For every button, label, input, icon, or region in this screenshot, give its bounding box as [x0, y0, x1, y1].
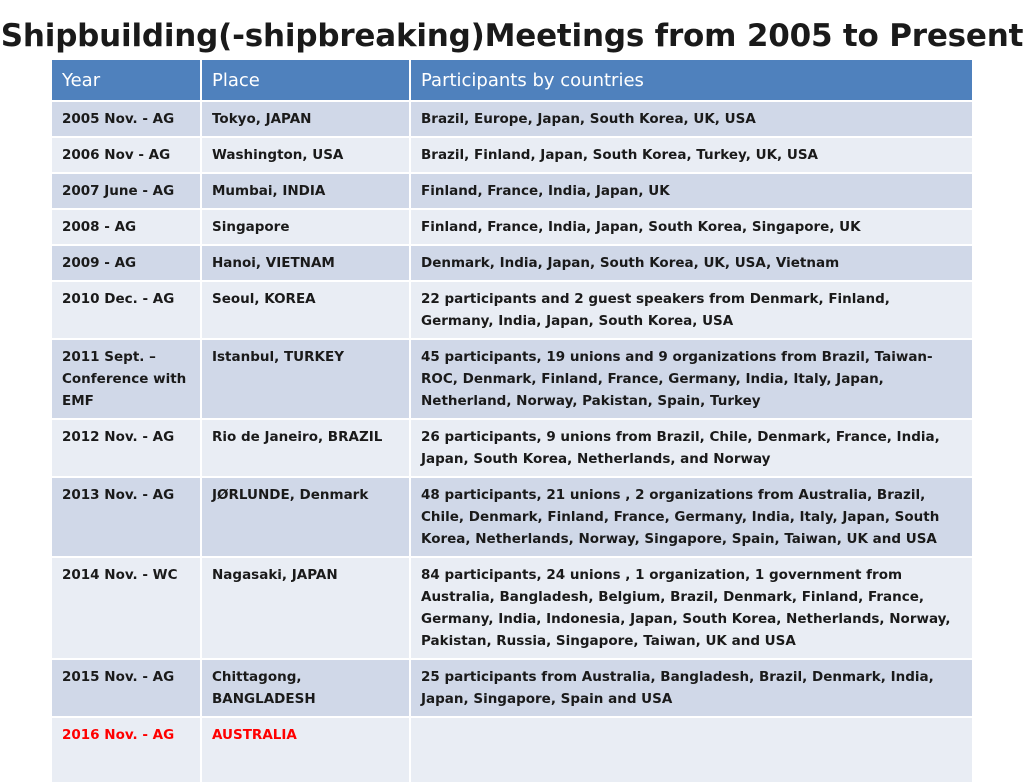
place-cell: Mumbai, INDIA [201, 173, 410, 209]
participants-cell: 26 participants, 9 unions from Brazil, Chile, Denmark, France, India, Japan, South Korea, Netherlands, and Norway [410, 419, 972, 477]
participants-cell: Finland, France, India, Japan, South Korea, Singapore, UK [410, 209, 972, 245]
year-cell: 2012 Nov. - AG [52, 419, 201, 477]
participants-cell: Finland, France, India, Japan, UK [410, 173, 972, 209]
table-row [52, 659, 972, 717]
year-cell: 2009 - AG [52, 245, 201, 281]
year-cell: 2014 Nov. - WC [52, 557, 201, 659]
place-cell: Hanoi, VIETNAM [201, 245, 410, 281]
table-row [52, 717, 972, 783]
year-cell: 2015 Nov. - AG [52, 659, 201, 717]
table-row [52, 137, 972, 173]
table-row [52, 477, 972, 557]
participants-cell: 48 participants, 21 unions , 2 organizations from Australia, Brazil, Chile, Denmark, Finland, France, Germany, India, Italy, Japan, South Korea, Netherlands, Norway, Singapore, Spain, Taiwan, UK and USA [410, 477, 972, 557]
place-cell: Washington, USA [201, 137, 410, 173]
place-cell: Nagasaki, JAPAN [201, 557, 410, 659]
participants-cell: Denmark, India, Japan, South Korea, UK, USA, Vietnam [410, 245, 972, 281]
table-row [52, 557, 972, 659]
year-cell: 2011 Sept. – Conference with EMF [52, 339, 201, 419]
table-header-row [52, 60, 972, 101]
meetings-table [52, 60, 972, 784]
table-row [52, 339, 972, 419]
year-cell: 2013 Nov. - AG [52, 477, 201, 557]
place-cell: Tokyo, JAPAN [201, 101, 410, 137]
participants-cell: 45 participants, 19 unions and 9 organizations from Brazil, Taiwan-ROC, Denmark, Finland, France, Germany, India, Italy, Japan, Netherland, Norway, Pakistan, Spain, Turkey [410, 339, 972, 419]
participants-cell: Brazil, Finland, Japan, South Korea, Turkey, UK, USA [410, 137, 972, 173]
year-cell: 2007 June - AG [52, 173, 201, 209]
place-cell: AUSTRALIA [201, 717, 410, 783]
header-place: Place [201, 60, 410, 101]
page-title: Shipbuilding(-shipbreaking)Meetings from 2005 to Present [0, 18, 1024, 54]
place-cell: Rio de Janeiro, BRAZIL [201, 419, 410, 477]
place-cell: Singapore [201, 209, 410, 245]
place-cell: Istanbul, TURKEY [201, 339, 410, 419]
table-row [52, 173, 972, 209]
participants-cell: 84 participants, 24 unions , 1 organization, 1 government from Australia, Bangladesh, Belgium, Brazil, Denmark, Finland, France, Germany, India, Indonesia, Japan, South Korea, Netherlands, Norway, Pakistan, Russia, Singapore, Taiwan, UK and USA [410, 557, 972, 659]
place-cell: Chittagong, BANGLADESH [201, 659, 410, 717]
table-row [52, 209, 972, 245]
year-cell: 2008 - AG [52, 209, 201, 245]
place-cell: JØRLUNDE, Denmark [201, 477, 410, 557]
participants-cell: Brazil, Europe, Japan, South Korea, UK, USA [410, 101, 972, 137]
table-row [52, 281, 972, 339]
year-cell: 2010 Dec. - AG [52, 281, 201, 339]
table-row [52, 101, 972, 137]
header-participants: Participants by countries [410, 60, 972, 101]
year-cell: 2006 Nov - AG [52, 137, 201, 173]
place-cell: Seoul, KOREA [201, 281, 410, 339]
participants-cell: 22 participants and 2 guest speakers from Denmark, Finland, Germany, India, Japan, South Korea, USA [410, 281, 972, 339]
header-year: Year [52, 60, 201, 101]
year-cell: 2005 Nov. - AG [52, 101, 201, 137]
table-row [52, 245, 972, 281]
table-row [52, 419, 972, 477]
year-cell: 2016 Nov. - AG [52, 717, 201, 783]
participants-cell: 25 participants from Australia, Bangladesh, Brazil, Denmark, India, Japan, Singapore, Spain and USA [410, 659, 972, 717]
participants-cell [410, 717, 972, 783]
